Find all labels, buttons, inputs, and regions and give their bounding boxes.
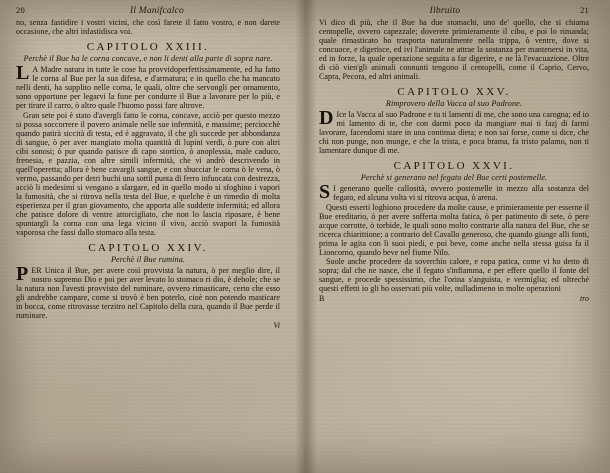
left-page: [0, 0, 296, 473]
left-page-folio: 20: [16, 5, 25, 15]
paragraph: Gran sete poi è stato d'avergli fatto le corna, concave, acciò per questo mezzo si possa soccorrere il povero animale nelle sue infermità, e massime; perciocchè quando patirà siccità di testa, ed è aggravato, il che gli succede per abbondanza di sangue, ò per aver mangiato molta quantità di lupini verdi, ò pure con altri cibi sonosi; ò pur quando patisce di capo stortico, ò anoplessia, male caduco, frenesia, e pazzia, con altre simili infermità, che vi andrò descrivendo in quell'operetta; allora è bene cavargli sangue, e con sbucciar le corna ò le vena, ò vermo, passando per detri buchi una sottil punta di ferro infuocata con destrezza, acciò li medesimi si vengano a slargare, ed in quello modo si sfoghino i vapori la fumosità, che si ritrova nella testa del Bue, e quelche è un rimedio di molta esperienza per il gran giovamento, che apporta alle suddette infermità; ed allora che patisce dolore di ventre attorcigliato, che non lo lascia riposare, è bene spuntargli la corna con una lega vicino il vivo, acciò svapori la fumosità vaporosa che fassi dallo stomaco alla testa.: [16, 110, 280, 237]
chapter-subtitle: Perchè si generano nel fegato del Bue certi postemelle.: [360, 173, 548, 182]
signature-line: [319, 294, 589, 303]
catchword: Vi: [273, 320, 280, 330]
paragraph-text: Ice la Vacca al suo Padrone e tu ti lamenti di me, che sono una carogna; ed io mi lamento di te, che con darmi poco da mangiare mai ti fazj di farmi lavorare, facendomi stare in una continua dieta; e non sai forse, come si dice, che chi non punge, non munge, e che la trista, e poca brama, fa tristo palamo, non ti lamentare dunque di me.: [319, 110, 589, 155]
drop-capital: P: [16, 262, 29, 285]
chapter-subtitle: Perchè il Bue ha le corna concave, e non li denti alla parte di sopra nare.: [23, 54, 273, 63]
signature-mark: B: [319, 294, 325, 303]
paragraph: Questi esserti loghiono procedere da molte cause, e primieramente per esserne il Bue ereditario, ò per avere sofferta molta fatica, ò per patimento di sete, ò pere acque corrotte, ò torbide, le quali sono molto contrarie alla natura del Bue, che se ricerca chiarittione; a contrario del Cavallo generoso, che quando giunge alli fonti, prima le agita con li suoi piedi, e poi beve, come anche nella stessa guisa fa il Lioncorno, quando beve nel fiume Nilo.: [319, 202, 589, 257]
paragraph: Vi dico di più, che il Bue ha due stomachi, uno de' quello, che si chiama centopelle, ovvero capezzale; doverete primieramente il cibo, e poi lo rimanda; quale rimasticato ho trasporta naturalmente nella trippa, ò ventre, dove si concuoce, e digerisce, ed ivi l'animale ne attrae la sostanza per mantenersi in vita, ed in forze, la quale operazione seguita a far digerire, e ne là l'evacuazione. Oltre di ciò vien'gli animali connunti tengono il centopelli, come il Caprio, Cervo, Capra, Pecora, ed altri animali.: [319, 18, 589, 81]
chapter-subtitle: Rimprovero della Vacca al suo Padrone.: [385, 99, 523, 108]
drop-capital: L: [16, 62, 30, 84]
signature-line: [16, 321, 280, 330]
chapter-heading: CAPITOLO XXIV.: [88, 241, 208, 254]
right-page-running-head: Ilbruito: [429, 6, 461, 16]
chapter-heading: CAPITOLO XXIII.: [86, 41, 210, 53]
paragraph: Suole anche procedere da soverchio calore, e ropa patica, come vi ho detto di sopra; dal che ne nasce, che il fegato s'infiamma, e per effere quello il fonte del sangue, e procede spessissimo, che l'orina s'anguista, e vermiglia; ed oltreché questi effetti io gli ho osservati più volte, nulladimeno in molte operazioni: [319, 257, 589, 293]
catchword: tro: [579, 294, 589, 303]
paragraph-text: A Madre natura in tutte le cose ha provvidoperfettissimamente, ed ha fatto le corna al Bue per la sua difesa, e d'armatura; e in quello che ha mancato nelli denti, ha supplito nelle corna, le quali, oltre che servongli per ornamento, sono opportune per legarvi la fune per condurre il Bue a lavorare per lo più, e per tirare il carro, ò altro quale l'huomo possi fare altrove.: [16, 65, 280, 110]
right-page-folio: 21: [580, 5, 589, 15]
chapter-heading: CAPITOLO XXV.: [397, 86, 511, 98]
chapter-subtitle: Perchè il Bue rumina.: [110, 254, 186, 264]
paragraph-with-dropcap: [319, 107, 589, 155]
paragraph: no, senza fastidire i vostri vicini, che così farete il fatto vostro, e non darete occasione, che altri infastidisca voi.: [16, 18, 280, 36]
chapter-heading: CAPITOLO XXVI.: [393, 160, 515, 172]
paragraph-with-dropcap: [16, 262, 280, 320]
paragraph-with-dropcap: [16, 62, 280, 110]
drop-capital: S: [319, 181, 331, 203]
drop-capital: D: [319, 107, 334, 129]
right-page-header: [319, 5, 589, 18]
paragraph-text: I generano quelle callosità, ovvero postemelle in mezzo alla sostanza del fegato, ed alcuna volta vi si ritrova acqua, ò arena.: [333, 184, 589, 202]
left-page-running-head: Il Manifcalco: [129, 6, 185, 16]
paragraph-text: ER Unica il Bue, per avere così provvista la natura, ò per meglio dire, il nostro supremo Dio e poi per aver levato lo stomaco ri dio, è debole; che se la natura non l'avesti provvisto del ruminare, ovvero rimasticare, certo che esso gli andrebbe campare, come si trovò è ben poterlo, cioè non potendo masticare in bocca, come ritrovasse terzitro nel Capitolo della cura, quando il Bue perde il ruminare.: [16, 265, 280, 320]
right-page: [305, 0, 605, 473]
left-page-header: [16, 5, 280, 18]
paragraph-with-dropcap: [319, 181, 589, 203]
